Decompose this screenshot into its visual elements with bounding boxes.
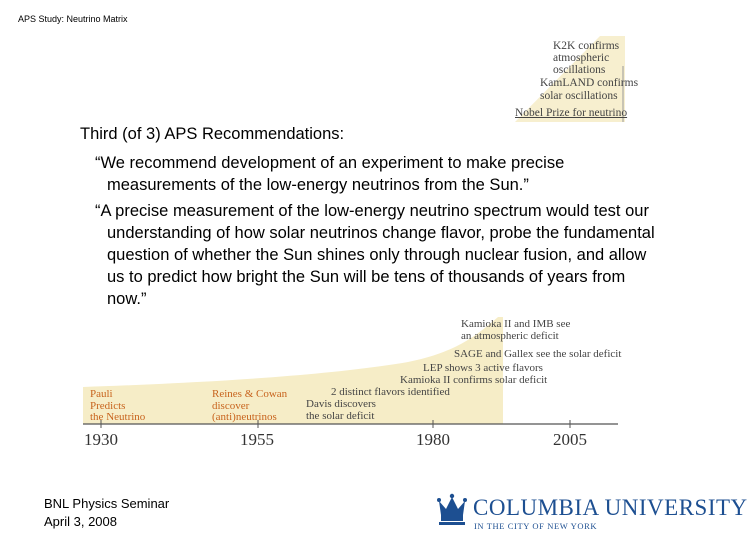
slide-header-title: APS Study: Neutrino Matrix: [18, 14, 128, 24]
year-label-1930: 1930: [84, 430, 118, 449]
event-two-flavors: 2 distinct flavors identified: [331, 386, 450, 398]
recommendation-quote-2: “A precise measurement of the low-energy neutrino spectrum would test our understanding of how solar neutrinos change flavor, probe the fundamental question of whether the Sun shines only through nuclear fusion, and allow us to predict how bright the Sun will be tens of thousands of years from now.”: [95, 202, 655, 308]
footer-date: April 3, 2008: [44, 514, 117, 529]
recommendation-quote-1: “We recommend development of an experiment to make precise measurements of the low-energy neutrinos from the Sun.”: [95, 154, 565, 194]
footer-info: [44, 495, 169, 531]
top-label-k2k: K2K confirms: [553, 40, 620, 52]
top-label-kamland: KamLAND confirms: [540, 77, 639, 89]
recommendations-heading: Third (of 3) APS Recommendations:: [80, 125, 345, 143]
year-label-2005: 2005: [553, 430, 587, 449]
top-label-oscillations: oscillations: [553, 64, 606, 76]
footer-seminar: BNL Physics Seminar: [44, 496, 170, 511]
year-label-1955: 1955: [240, 430, 274, 449]
event-kamioka-solar: Kamioka II confirms solar deficit: [400, 374, 548, 386]
event-davis: Davis discovers the solar deficit: [306, 398, 376, 422]
event-pauli: Pauli Predicts the Neutrino: [90, 388, 146, 423]
event-lep: LEP shows 3 active flavors: [423, 362, 543, 374]
columbia-logo: [437, 493, 748, 533]
logo-name: COLUMBIA UNIVERSITY: [473, 495, 748, 520]
crown-icon: [437, 493, 467, 527]
top-label-nobel: Nobel Prize for neutrino: [515, 107, 628, 119]
logo-subtitle: IN THE CITY OF NEW YORK: [474, 521, 598, 531]
event-kamioka-atm: Kamioka II and IMB see an atmospheric deficit: [461, 318, 571, 342]
year-label-1980: 1980: [416, 430, 450, 449]
event-reines-cowan: Reines & Cowan discover (anti)neutrinos: [212, 388, 288, 423]
top-label-solar-oscillations: solar oscillations: [540, 90, 618, 102]
top-label-atmospheric: atmospheric: [553, 52, 610, 64]
event-sage-gallex: SAGE and Gallex see the solar deficit: [454, 348, 622, 360]
top-timeline-graphic: [505, 36, 705, 122]
neutrino-history-timeline: [78, 312, 638, 452]
